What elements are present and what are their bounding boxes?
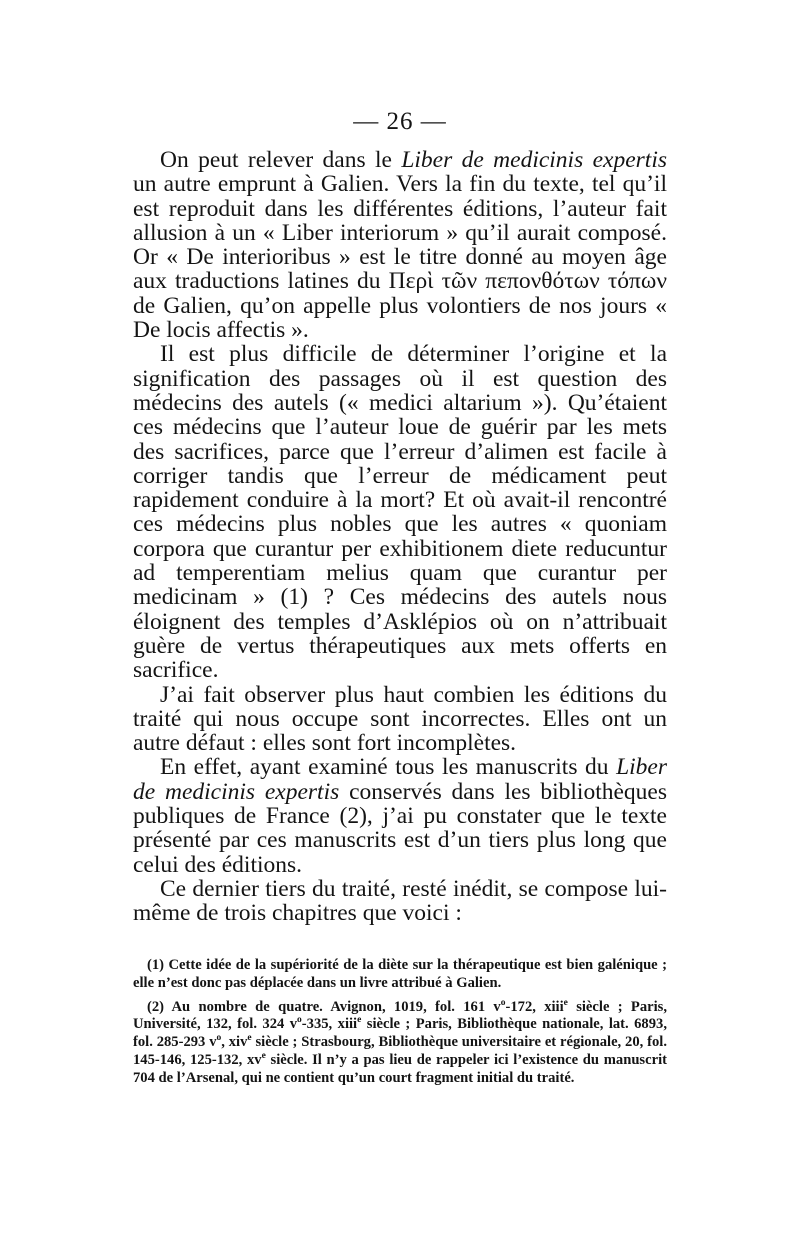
superscript: o bbox=[500, 997, 506, 1008]
page-number: — 26 — bbox=[353, 108, 447, 135]
footnotes bbox=[133, 957, 667, 1094]
paragraph-1-text-b: un autre emprunt à Galien. Vers la fin du texte, tel qu’il est reproduit dans les différentes éditions, l’auteur fait allusion à un « Liber interiorum » qu’il aurait composé. Or « De interioribus » est le titre donné au moyen âge aux traductions latines du bbox=[133, 171, 667, 295]
main-text bbox=[133, 148, 667, 926]
century-numeral: xv bbox=[247, 1051, 262, 1068]
footnote-2-text: -335, bbox=[301, 1016, 338, 1033]
superscript: e bbox=[357, 1015, 362, 1026]
footnote-2-text: siècle ; Paris, Bibliothèque nationale, lat. 6893, fol. 285-293 v bbox=[133, 1016, 667, 1051]
century-numeral: xiii bbox=[544, 998, 564, 1015]
paragraph-1 bbox=[133, 148, 667, 342]
superscript: o bbox=[216, 1033, 222, 1044]
footnote-1: (1) Cette idée de la supériorité de la diète sur la thérapeutique est bien galénique ; elle n’est donc pas déplacée dans un livre attribué à Galien. bbox=[133, 957, 667, 991]
superscript: e bbox=[563, 997, 568, 1008]
superscript: o bbox=[297, 1015, 302, 1026]
century-numeral: xiii bbox=[337, 1016, 358, 1033]
century-numeral: xiv bbox=[228, 1034, 248, 1051]
book-title: Liber de medicinis expertis bbox=[401, 147, 667, 173]
footnote-2-text: (2) Au nombre de quatre. Avignon, 1019, fol. 161 v bbox=[147, 998, 501, 1015]
footnote-2-text: , bbox=[221, 1034, 229, 1051]
paragraph-4 bbox=[133, 755, 667, 876]
footnote-2-text: siècle ; Paris, Université, 132, fol. 324 v bbox=[133, 998, 667, 1033]
paragraph-1-text-a: On peut relever dans le bbox=[160, 147, 402, 173]
greek-title: Περὶ τῶν πεπονθότων τόπων bbox=[388, 268, 668, 295]
superscript: e bbox=[261, 1051, 266, 1062]
footnote-2-text: -172, bbox=[505, 998, 545, 1015]
superscript: e bbox=[247, 1033, 252, 1044]
paragraph-3: J’ai fait observer plus haut combien les éditions du traité qui nous occupe sont incorrectes. Elles ont un autre défaut : elles sont fort incomplètes. bbox=[133, 681, 667, 757]
paragraph-5: Ce dernier tiers du traité, resté inédit, se compose lui-même de trois chapitres que voici : bbox=[133, 875, 667, 927]
footnote-2-text: siècle. Il n’y a pas lieu de rappeler ici l’existence du manuscrit 704 de l’Arsenal, qui ne contient qu’un court fragment initial du traité. bbox=[133, 1051, 667, 1086]
paragraph-1-text-c: de Galien, qu’on appelle plus volontiers de nos jours « De locis affectis ». bbox=[133, 292, 667, 344]
footnote-2 bbox=[133, 999, 667, 1088]
paragraph-2: Il est plus difficile de déterminer l’origine et la signification des passages où il est question des médecins des autels (« medici altarium »). Qu’étaient ces médecins que l’auteur loue de guérir par les mets des sacrifices, parce que l’erreur d’alimen est facile à corriger tandis que l’erreur de médicament peut rapidement conduire à la mort? Et où avait-il rencontré ces médecins plus nobles que les autres « quoniam corpora que curantur per exhibitionem diete reducuntur ad temperentiam melius quam que curantur per medicinam » (1) ? Ces médecins des autels nous éloignent des temples d’Asklépios où on n’attribuait guère de vertus thérapeutiques aux mets offerts en sacrifice. bbox=[133, 341, 667, 684]
paragraph-4-text-b: conservés dans les bibliothèques publiques de France (2), j’ai pu constater que le texte présenté par ces manuscrits est d’un tiers plus long que celui des éditions. bbox=[133, 778, 667, 878]
book-title: Liber de medicinis expertis bbox=[133, 754, 667, 805]
paragraph-4-text-a: En effet, ayant examiné tous les manuscrits du bbox=[160, 754, 617, 781]
footnote-2-text: siècle ; Strasbourg, Bibliothèque universitaire et régionale, 20, fol. 145-146, 125-132, bbox=[133, 1034, 667, 1068]
